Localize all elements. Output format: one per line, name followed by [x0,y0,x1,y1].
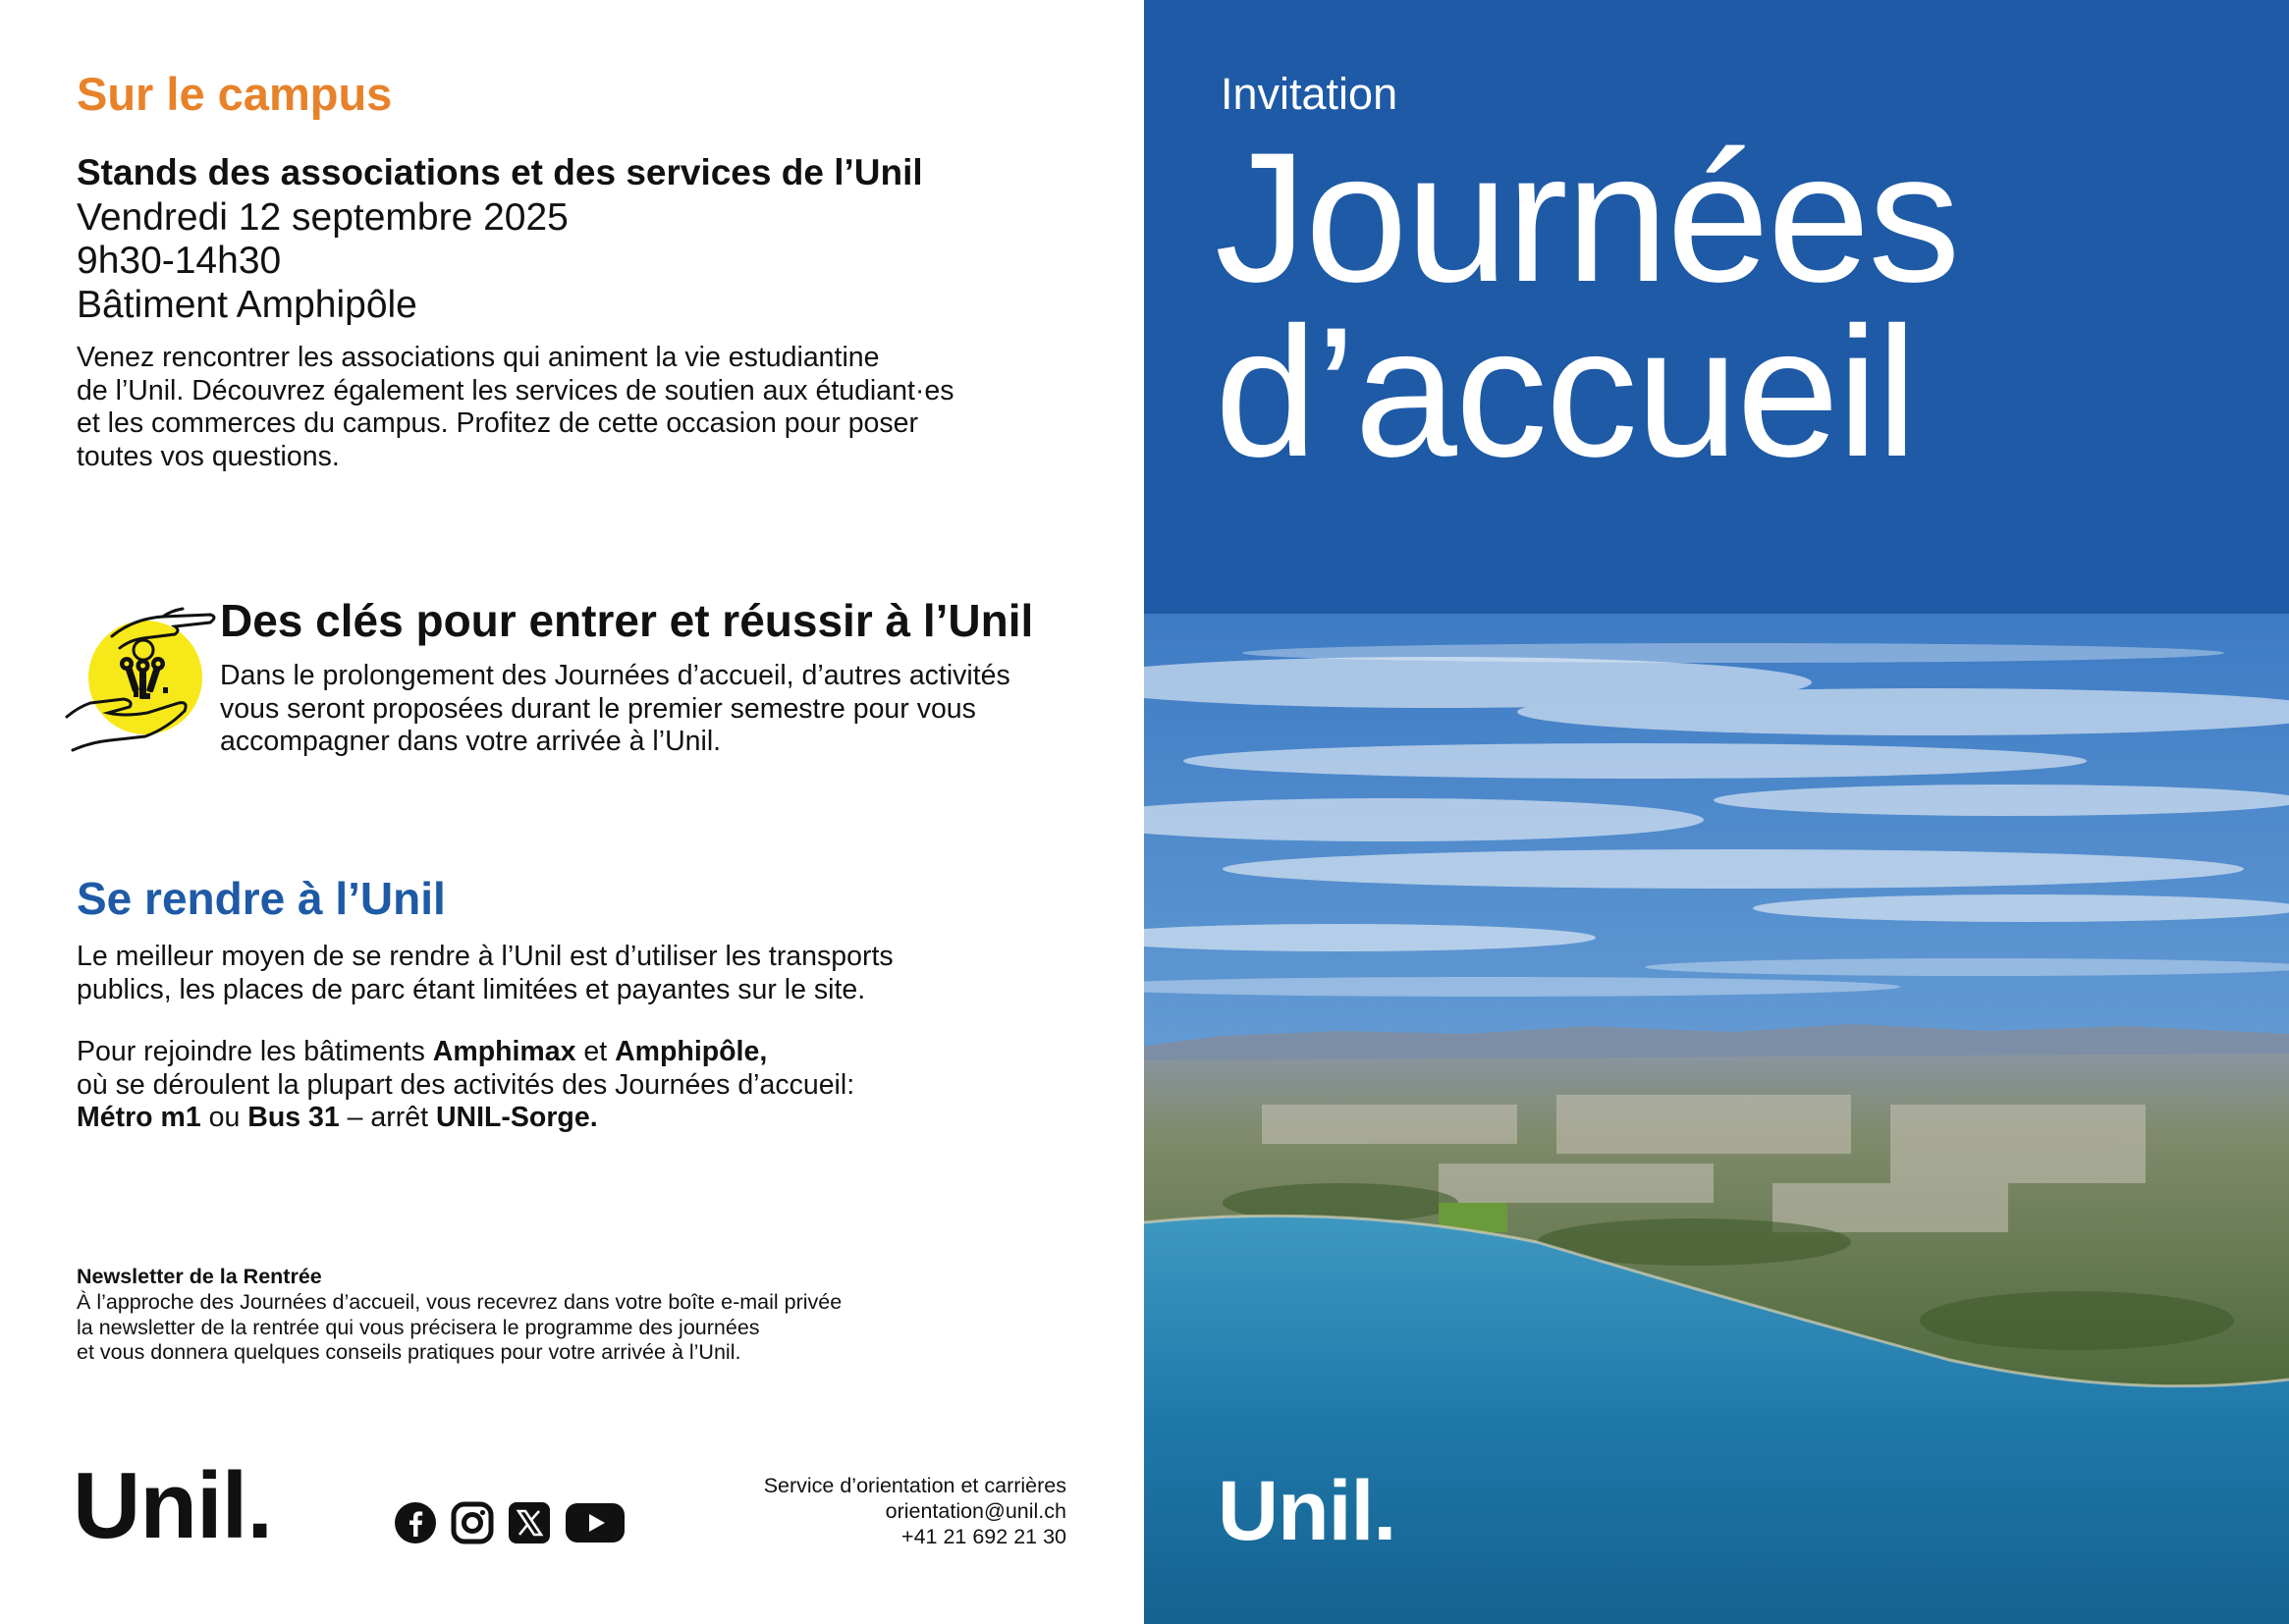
contact-phone[interactable]: +41 21 692 21 30 [901,1525,1066,1548]
keys-text-line: accompagner dans votre arrivée à l’Unil. [220,726,722,757]
newsletter-line: et vous donnera quelques conseils pratiques pour votre arrivée à l’Unil. [77,1340,741,1364]
keys-text [220,660,1010,759]
keys-text-line: Dans le prolongement des Journées d’accueil, d’autres activités [220,660,1010,691]
cover-title-line: d’accueil [1215,289,1916,495]
event-time: 9h30-14h30 [77,240,282,282]
access-text: – arrêt [339,1102,436,1133]
access-text: et [575,1036,616,1067]
stands-title: Stands des associations et des services de l’Unil [77,152,923,192]
event-date: Vendredi 12 septembre 2025 [77,196,569,239]
access-heading: Se rendre à l’Unil [77,873,446,924]
access-text: Pour rejoindre les bâtiments [77,1036,433,1067]
contact-email[interactable]: orientation@unil.ch [885,1499,1066,1523]
keys-heading: Des clés pour entrer et réussir à l’Unil [220,595,1034,646]
social-icons [393,1500,627,1545]
campus-description [77,342,954,473]
newsletter-line: À l’approche des Journées d’accueil, vous recevrez dans votre boîte e-mail privée [77,1290,843,1314]
keys-text-line: vous seront proposées durant le premier semestre pour vous [220,692,976,725]
contact-block [609,1473,1066,1549]
access-p2-line: où se déroulent la plupart des activités des Journées d’accueil: [77,1068,855,1101]
facebook-icon[interactable] [393,1500,438,1545]
cover-title-line: Journées [1215,114,1959,320]
stop-name: UNIL-Sorge. [435,1102,598,1133]
building-amphimax: Amphimax [432,1036,576,1067]
access-p2-line [77,1036,854,1069]
campus-description-line: et les commerces du campus. Profitez de cette occasion pour poser [77,407,918,439]
metro-line: Métro m1 [77,1102,201,1133]
access-p1-line: Le meilleur moyen de se rendre à l’Unil est d’utiliser les transports [77,941,894,972]
access-paragraph-1 [77,941,894,1006]
campus-description-line: de l’Unil. Découvrez également les services de soutien aux étudiant·es [77,374,954,406]
newsletter-line: la newsletter de la rentrée qui vous précisera le programme des journées [77,1315,760,1339]
access-paragraph-2 [77,1036,854,1135]
bus-line: Bus 31 [247,1102,340,1133]
instagram-icon[interactable] [450,1500,495,1545]
campus-description-line: toutes vos questions. [77,440,340,472]
access-p1-line: publics, les places de parc étant limitées et payantes sur le site. [77,973,866,1005]
service-name: Service d’orientation et carrières [763,1474,1066,1497]
campus-description-line: Venez rencontrer les associations qui animent la vie estudiantine [77,342,880,373]
cover-title [1215,114,1959,495]
access-p2-line [77,1102,854,1135]
newsletter-text [77,1290,842,1366]
unil-logo[interactable]: Unil. [73,1453,272,1558]
building-amphipole: Amphipôle, [615,1036,768,1067]
invitation-label: Invitation [1221,69,1398,119]
newsletter-title: Newsletter de la Rentrée [77,1265,322,1288]
cover-blue-block [1144,0,2289,614]
access-text: ou [200,1102,248,1133]
unil-cover-logo[interactable]: Unil. [1218,1464,1396,1558]
campus-heading: Sur le campus [77,68,393,120]
x-icon[interactable] [507,1500,552,1545]
cover-panel [1144,0,2289,1624]
left-panel [0,0,1144,1624]
hands-with-keys-icon [65,597,222,754]
event-location: Bâtiment Amphipôle [77,284,417,326]
